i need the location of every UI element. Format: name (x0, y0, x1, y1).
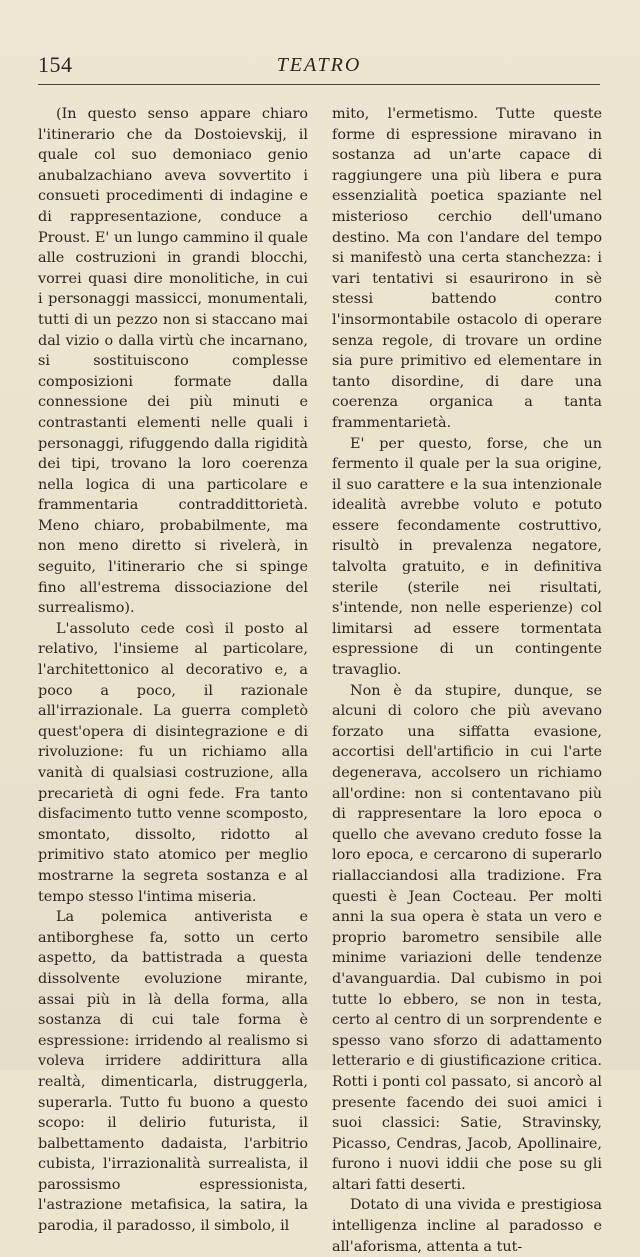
paragraph: E' per questo, forse, che un fermento il quale per la sua origine, il suo carattere e la sua intenzionale idealità avrebbe voluto e potuto essere fecondamente costruttivo, risultò in prevalenza negatore, talvolta gratuito, e in definitiva sterile (sterile nei risultati, s'intende, non nelle esperienze) col limitarsi ad essere tormentata espressione di un contingente travaglio. (332, 435, 602, 679)
paragraph: L'assoluto cede così il posto al relativo, l'insieme al particolare, l'architettonico al decorativo e, a poco a poco, il razionale all'irrazionale. La guerra completò quest'opera di disintegrazione e di rivoluzione: fu un richiamo alla vanità di qualsiasi costruzione, alla precarietà di ogni fede. Fra tanto disfacimento tutto venne scomposto, smontato, dissolto, ridotto al primitivo stato atomico per meglio mostrarne la segreta sostanza e al tempo stesso l'intima miseria. (38, 620, 308, 905)
page-number: 154 (38, 52, 73, 77)
left-column (38, 104, 308, 1237)
right-column (332, 104, 602, 1257)
paragraph-continued: mito, l'ermetismo. Tutte queste forme di espressione miravano in sostanza ad un'arte capace di raggiungere una più libera e pura essenzialità poetica spaziante nel misterioso cerchio dell'umano destino. Ma con l'andare del tempo si manifestò una certa stanchezza: i vari tentativi si esaurirono in sè stessi battendo contro l'insormontabile ostacolo di operare senza regole, di trovare un ordine sia pure primitivo ed elementare in tanto disordine, di dare una coerenza organica a tanta frammentarietà. (332, 106, 602, 431)
paragraph: Dotato di una vivida e prestigiosa intelligenza incline al paradosso e all'aforisma, attenta a tut- (332, 1197, 602, 1255)
header-rule (38, 84, 600, 85)
paragraph: Non è da stupire, dunque, se alcuni di coloro che più avevano forzato una siffatta evasione, accortisi dell'artificio in cui l'arte degenerava, accolsero un richiamo all'ordine: non si contentavano più di rappresentare la loro epoca o quello che avevano creduto fosse la loro epoca, e cercarono di superarlo riallacciandosi alla tradizione. Fra questi è Jean Cocteau. Per molti anni la sua opera è stata un vero e proprio barometro sensibile alle minime variazioni delle tendenze d'avanguardia. Dal cubismo in poi tutte lo ebbero, se non in testa, certo al centro di un sorprendente e spesso vano sforzo di adattamento letterario e di giustificazione critica. Rotti i ponti col passato, si ancorò al presente facendo dei suoi amici i suoi classici: Satie, Stravinsky, Picasso, Cendras, Jacob, Apollinaire, furono i nuovi iddii che pose su gli altari fatti deserti. (332, 682, 602, 1193)
paragraph: (In questo senso appare chiaro l'itinerario che da Dostoievskij, il quale col suo demoniaco genio anubalzachiano aveva sovvertito i consueti procedimenti di indagine e di rappresentazione, conduce a Proust. E' un lungo cammino il quale alle costruzioni in grandi blocchi, vorrei quasi dire monolitiche, in cui i personaggi massicci, monumentali, tutti di un pezzo non si staccano mai dal vizio o dalla virtù che incarnano, si sostituiscono complesse composizioni formate dalla connessione dei più minuti e contrastanti elementi nelle quali i personaggi, rifuggendo dalla rigidità dei tipi, trovano la loro coerenza nella logica di una particolare e frammentaria contraddittorietà. Meno chiaro, probabilmente, ma non meno diretto si rivelerà, in seguito, l'itinerario che si spinge fino all'estrema dissociazione del surrealismo). (38, 106, 308, 617)
running-title: TEATRO (276, 54, 362, 76)
paragraph: La polemica antiverista e antiborghese fa, sotto un certo aspetto, da battistrada a questa dissolvente evoluzione mirante, assai più in là della forma, alla sostanza di cui tale forma è espressione: irridendo al realismo si voleva irridere addirittura alla realtà, dimenticarla, distruggerla, superarla. Tutto fu buono a questo scopo: il delirio futurista, il balbettamento dadaista, l'arbitrio cubista, l'irrazionalità surrealista, il parossismo espressionista, l'astrazione metafisica, la satira, la parodia, il paradosso, il simbolo, il (38, 909, 308, 1235)
page-header (38, 52, 600, 82)
